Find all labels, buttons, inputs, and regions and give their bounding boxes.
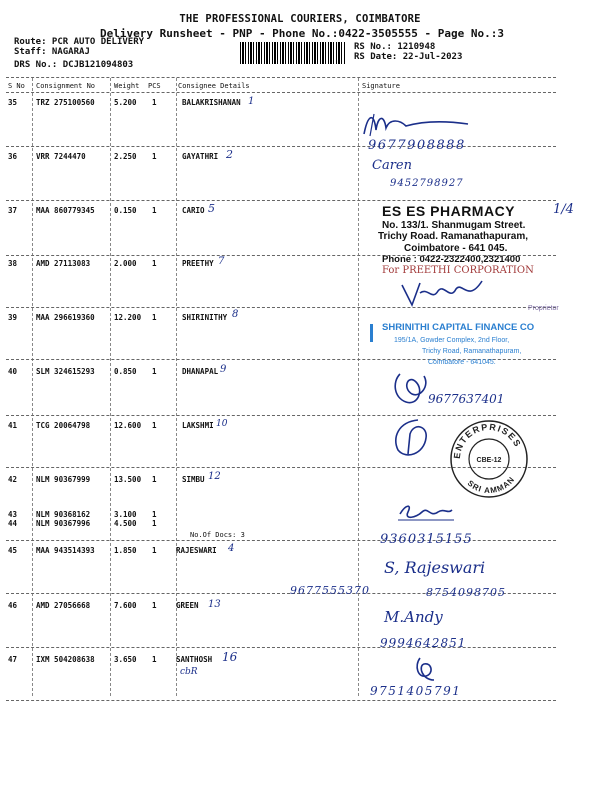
col-sno: S No <box>8 82 25 90</box>
row-sno: 36 <box>8 152 18 161</box>
stamp-finance-address: Trichy Road, Ramanathapuram, <box>422 348 522 355</box>
stamp-enterprises-top: ENTERPRISES <box>451 421 524 460</box>
row-mark: 12 <box>208 471 221 482</box>
row-separator <box>6 647 556 648</box>
row-mark: 13 <box>208 599 221 610</box>
signature-scribble <box>388 416 432 460</box>
row-sno: 37 <box>8 206 18 215</box>
row-pcs: 1 <box>152 98 157 107</box>
row-consignment: NLM 90367999 <box>36 475 91 484</box>
drs-number: DRS No.: DCJB121094803 <box>14 60 134 70</box>
handwritten-phone: 9677908888 <box>368 138 466 153</box>
header-bottom-rule <box>6 92 556 93</box>
staff-label: Staff: NAGARAJ <box>14 47 90 57</box>
row-sno: 44 <box>8 519 18 528</box>
stamp-finance-name: SHRINITHI CAPITAL FINANCE CO <box>382 322 535 333</box>
company-title: THE PROFESSIONAL COURIERS, COIMBATORE <box>179 13 421 25</box>
row-weight: 3.100 <box>114 510 137 519</box>
col-consignment: Consignment No <box>36 82 96 90</box>
row-weight: 12.200 <box>114 313 142 322</box>
row-weight: 3.650 <box>114 655 137 664</box>
row-pcs: 1 <box>152 475 157 484</box>
row-sno: 42 <box>8 475 18 484</box>
row-consignment: MAA 296619360 <box>36 313 95 322</box>
row-weight: 12.600 <box>114 421 142 430</box>
handwritten-name: S, Rajeswari <box>384 558 486 577</box>
row-separator <box>6 700 556 701</box>
handwritten-sign: 1/4 <box>553 202 574 217</box>
row-consignment: NLM 90368162 <box>36 510 91 519</box>
header-top-rule <box>6 77 556 78</box>
row-weight: 13.500 <box>114 475 142 484</box>
handwritten-phone: 9677555370 <box>290 584 370 597</box>
rs-date: RS Date: 22-Jul-2023 <box>354 52 463 62</box>
row-weight: 0.850 <box>114 367 137 376</box>
row-weight: 2.000 <box>114 259 137 268</box>
row-sno: 40 <box>8 367 18 376</box>
stamp-pharmacy-name: ES ES PHARMACY <box>382 203 516 219</box>
row-sno: 38 <box>8 259 18 268</box>
svg-text:ENTERPRISES <box>452 422 523 459</box>
stamp-pharmacy-address: Trichy Road. Ramanathapuram, <box>378 231 529 242</box>
row-consignee: GREEN <box>176 601 199 610</box>
row-mark: 7 <box>218 256 225 267</box>
stamp-finance-bracket <box>370 324 387 342</box>
row-consignment: TRZ 275100560 <box>36 98 95 107</box>
row-consignment: NLM 90367996 <box>36 519 91 528</box>
row-consignment: VRR 7244470 <box>36 152 86 161</box>
row-consignment: MAA 860779345 <box>36 206 95 215</box>
signature-scribble <box>398 277 488 309</box>
row-separator <box>6 200 556 201</box>
stamp-proprietor: Proprietor <box>528 305 559 312</box>
row-consignee: BALAKRISHANAN <box>182 98 241 107</box>
round-stamp-enterprises <box>448 418 530 500</box>
row-separator <box>6 415 556 416</box>
handwritten-phone: 9994642851 <box>380 636 467 650</box>
col-signature: Signature <box>362 82 400 90</box>
col-pcs: PCS <box>148 82 161 90</box>
row-mark: 10 <box>216 419 228 429</box>
signature-scribble <box>396 500 456 524</box>
row-pcs: 1 <box>152 519 157 528</box>
row-mark: 4 <box>228 543 235 554</box>
route-label: Route: PCR AUTO DELIVERY <box>14 37 145 47</box>
row-weight: 7.600 <box>114 601 137 610</box>
row-pcs: 1 <box>152 367 157 376</box>
row-pcs: 1 <box>152 206 157 215</box>
signature-scribble <box>410 654 440 684</box>
column-divider <box>358 78 359 696</box>
row-mark: 2 <box>226 148 233 161</box>
runsheet-subtitle: Delivery Runsheet - PNP - Phone No.:0422-3505555 - Page No.:3 <box>100 27 504 40</box>
row-consignee: DHANAPAL <box>182 367 219 376</box>
row-pcs: 1 <box>152 655 157 664</box>
row-consignee: GAYATHRI <box>182 152 219 161</box>
row-pcs: 1 <box>152 601 157 610</box>
row-weight: 1.850 <box>114 546 137 555</box>
stamp-finance-address: Coimbatore - 641045. <box>428 359 496 366</box>
row-weight: 0.150 <box>114 206 137 215</box>
row-sno: 41 <box>8 421 18 430</box>
stamp-pharmacy-address: No. 133/1. Shanmugam Street. <box>382 220 526 231</box>
rs-number: RS No.: 1210948 <box>354 42 436 52</box>
barcode-image <box>240 42 346 64</box>
stamp-enterprises-bottom: SRI AMMAN <box>465 474 517 496</box>
stamp-finance-address: 195/1A, Gowder Complex, 2nd Floor, <box>394 337 510 344</box>
stamp-pharmacy-phone: Phone : 0422-2322400,2321400 <box>382 254 521 265</box>
row-consignment: AMD 27113083 <box>36 259 91 268</box>
row-sno: 35 <box>8 98 18 107</box>
row-pcs: 1 <box>152 546 157 555</box>
row-consignment: SLM 324615293 <box>36 367 95 376</box>
row-sno: 43 <box>8 510 18 519</box>
no-of-docs: No.Of Docs: 3 <box>190 531 245 539</box>
row-consignee: RAJESWARI <box>176 546 217 555</box>
row-consignment: TCG 20064798 <box>36 421 91 430</box>
row-pcs: 1 <box>152 421 157 430</box>
row-consignment: MAA 943514393 <box>36 546 95 555</box>
handwritten-name: Caren <box>372 158 412 173</box>
row-mark: 5 <box>208 202 215 215</box>
row-pcs: 1 <box>152 313 157 322</box>
column-divider <box>32 78 33 696</box>
row-consignee: CARIO <box>182 206 205 215</box>
row-weight: 5.200 <box>114 98 137 107</box>
row-sno: 46 <box>8 601 18 610</box>
handwritten-alt-phone: 8754098705 <box>426 586 506 599</box>
row-mark: 8 <box>232 309 239 320</box>
row-pcs: 1 <box>152 259 157 268</box>
handwritten-phone: 9751405791 <box>370 684 462 698</box>
row-weight: 4.500 <box>114 519 137 528</box>
row-sno: 45 <box>8 546 18 555</box>
row-consignee: SANTHOSH <box>176 655 213 664</box>
row-consignment: AMD 27056668 <box>36 601 91 610</box>
stamp-preethi-corporation: For PREETHI CORPORATION <box>382 265 534 276</box>
column-divider <box>110 78 111 696</box>
row-sno: 47 <box>8 655 18 664</box>
row-consignee: SIMBU <box>182 475 205 484</box>
handwritten-phone: 9360315155 <box>380 532 473 547</box>
row-consignee: SHIRINITHY <box>182 313 228 322</box>
stamp-pharmacy-address: Coimbatore - 641 045. <box>404 243 508 254</box>
stamp-enterprises-center: CBE-12 <box>476 457 502 464</box>
row-separator <box>6 146 556 147</box>
signature-scribble <box>360 108 480 142</box>
row-pcs: 1 <box>152 152 157 161</box>
row-consignment: IXM 504208638 <box>36 655 95 664</box>
row-sno: 39 <box>8 313 18 322</box>
row-pcs: 1 <box>152 510 157 519</box>
row-mark: 9 <box>220 364 227 375</box>
handwritten-cbr: cbR <box>180 667 198 677</box>
row-separator <box>6 540 556 541</box>
handwritten-phone: 9677637401 <box>428 392 505 406</box>
col-weight: Weight <box>114 82 140 90</box>
col-consignee: Consignee Details <box>178 82 250 90</box>
row-mark: 1 <box>248 96 255 107</box>
row-consignee: PREETHY <box>182 259 214 268</box>
handwritten-name: M.Andy <box>384 608 443 626</box>
row-consignee: LAKSHMI <box>182 421 214 430</box>
row-mark: 16 <box>222 650 238 664</box>
row-weight: 2.250 <box>114 152 137 161</box>
handwritten-phone: 9452798927 <box>390 178 464 189</box>
